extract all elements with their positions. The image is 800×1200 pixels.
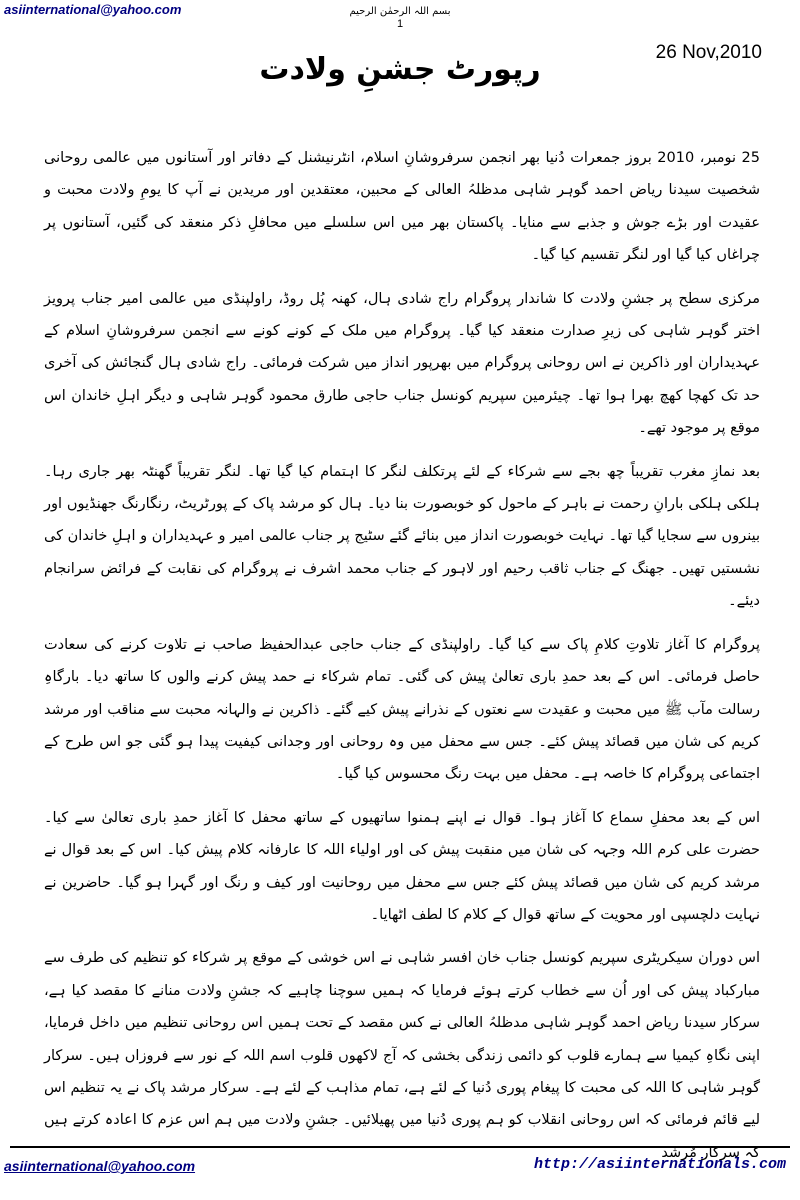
paragraph-1: 25 نومبر، 2010 بروز جمعرات دُنیا بھر انجمن سرفروشانِ اسلام، انٹرنیشنل کے دفاتر اور آستانوں میں عالمی روحانی شخصیت سیدنا ریاض احمد گوہر شاہی مدظلہُ العالی کے محبین، معتقدین اور مریدین نے آپ کا یومِ ولادت محبت و عقیدت اور بڑے جوش و جذبے سے منایا۔ پاکستان بھر میں اس سلسلے میں محافلِ ذکر منعقد کی گئیں، آستانوں پر چراغاں کیا گیا اور لنگر تقسیم کیا گیا۔ — [44, 150, 760, 264]
bismillah-heading: بسم اللہ الرحمٰن الرحیم — [349, 6, 451, 17]
footer-divider — [10, 1146, 790, 1148]
article-body — [44, 142, 760, 1169]
footer-website-link[interactable]: http://asiinternationals.com — [533, 1156, 786, 1173]
report-date: 26 Nov,2010 — [655, 42, 762, 63]
page-title: رپورٹ جشنِ ولادت — [259, 52, 541, 87]
footer-email-link[interactable]: asiinternational@yahoo.com — [4, 1158, 196, 1174]
paragraph-4: پروگرام کا آغاز تلاوتِ کلامِ پاک سے کیا گیا۔ راولپنڈی کے جناب حاجی عبدالحفیظ صاحب نے تلاوت کرنے کی سعادت حاصل فرمائی۔ اس کے بعد حمدِ باری تعالیٰ پیش کی گئی۔ تمام شرکاء نے حمد پیش کرنے والوں کا ساتھ دیا۔ بارگاہِ رسالت مآب ﷺ میں محبت و عقیدت سے نعتوں کے نذرانے پیش کیے گئے۔ ذاکرین نے والہانہ محبت سے مناقب اور مرشد کریم کی شان میں قصائد پیش کئے۔ جس سے محفل میں وہ روحانی اور وجدانی کیفیت پیدا ہو گئی جو اس طرح کے اجتماعی پروگرام کا خاصہ ہے۔ محفل میں بہت رنگ محسوس کیا گیا۔ — [44, 636, 760, 783]
header-email: asiinternational@yahoo.com — [4, 2, 182, 17]
paragraph-6: اس دوران سیکریٹری سپریم کونسل جناب خان افسر شاہی نے اس خوشی کے موقع پر شرکاء کو تنظیم کی طرف سے مبارکباد پیش کی اور اُن سے خطاب کرتے ہوئے فرمایا کہ ہمیں سوچنا چاہیے کہ جشنِ ولادت منانے کا مقصد کیا ہے، سرکار سیدنا ریاض احمد گوہر شاہی مدظلہُ العالی نے کس مقصد کے تحت ہمیں اس روحانی تنظیم میں داخل فرمایا، اپنی نگاہِ کیمیا سے ہمارے قلوب کو دائمی زندگی بخشی کہ آج لاکھوں قلوب اسم اللہ کے نور سے فروزاں ہیں۔ سرکار گوہر شاہی کا اللہ کی محبت کا پیغام پوری دُنیا کے لئے ہے، تمام مذاہب کے لئے ہے۔ سرکار مرشد پاک نے یہ تنظیم اس لیے قائم فرمائی کہ اس روحانی انقلاب کو ہم پوری دُنیا میں پھیلائیں۔ جشنِ ولادت میں ہم اس عزم کا اعادہ کرتے ہیں کہ سرکار مُرشد — [44, 950, 760, 1161]
paragraph-2: مرکزی سطح پر جشنِ ولادت کا شاندار پروگرام راج شادی ہال، کھنہ پُل روڈ، راولپنڈی میں عالمی امیر جناب پرویز اختر گوہر شاہی کی زیرِ صدارت منعقد کیا گیا۔ پروگرام میں ملک کے کونے کونے سے انجمن سرفروشانِ اسلام کے عہدیداران اور ذاکرین نے اس روحانی پروگرام میں بھرپور انداز میں شرکت فرمائی۔ راج شادی ہال گنجائش کی آخری حد تک کھچا کھچ بھرا ہوا تھا۔ چیئرمین سپریم کونسل جناب حاجی طارق محمود گوہر شاہی و دیگر اہلِ خاندان اس موقع پر موجود تھے۔ — [44, 290, 760, 437]
page-number: 1 — [396, 18, 404, 30]
paragraph-3: بعد نمازِ مغرب تقریباً چھ بجے سے شرکاء کے لئے پرتکلف لنگر کا اہتمام کیا گیا تھا۔ لنگر تقریباً گھنٹہ بھر جاری رہا۔ ہلکی ہلکی بارانِ رحمت نے باہر کے ماحول کو خوبصورت بنا دیا۔ ہال کو مرشد پاک کے پورٹریٹ، رنگارنگ جھنڈیوں اور بینروں سے سجایا گیا تھا۔ نہایت خوبصورت انداز میں بنائے گئے سٹیج پر جناب عالمی امیر و عہدیداران و اہلِ خاندان کی نشستیں تھیں۔ جھنگ کے جناب ثاقب رحیم اور لاہور کے جناب محمد اشرف نے پروگرام کی نقابت کے فرائض سرانجام دیئے۔ — [44, 463, 760, 610]
paragraph-5: اس کے بعد محفلِ سماع کا آغاز ہوا۔ قوال نے اپنے ہمنوا ساتھیوں کے ساتھ محفل کا آغاز حمدِ باری تعالیٰ سے کیا۔ حضرت علی کرم اللہ وجہہ کی شان میں منقبت پیش کی اور اولیاء اللہ کا عارفانہ کلام پیش کیا۔ اس کے بعد قوال نے مرشد کریم کی شان میں قصائد پیش کئے جس سے محفل میں روحانیت اور کیف و رنگ اور گہرا ہو گیا۔ حاضرین نے نہایت دلچسپی اور محویت کے ساتھ قوال کے کلام کا لطف اٹھایا۔ — [44, 809, 760, 923]
